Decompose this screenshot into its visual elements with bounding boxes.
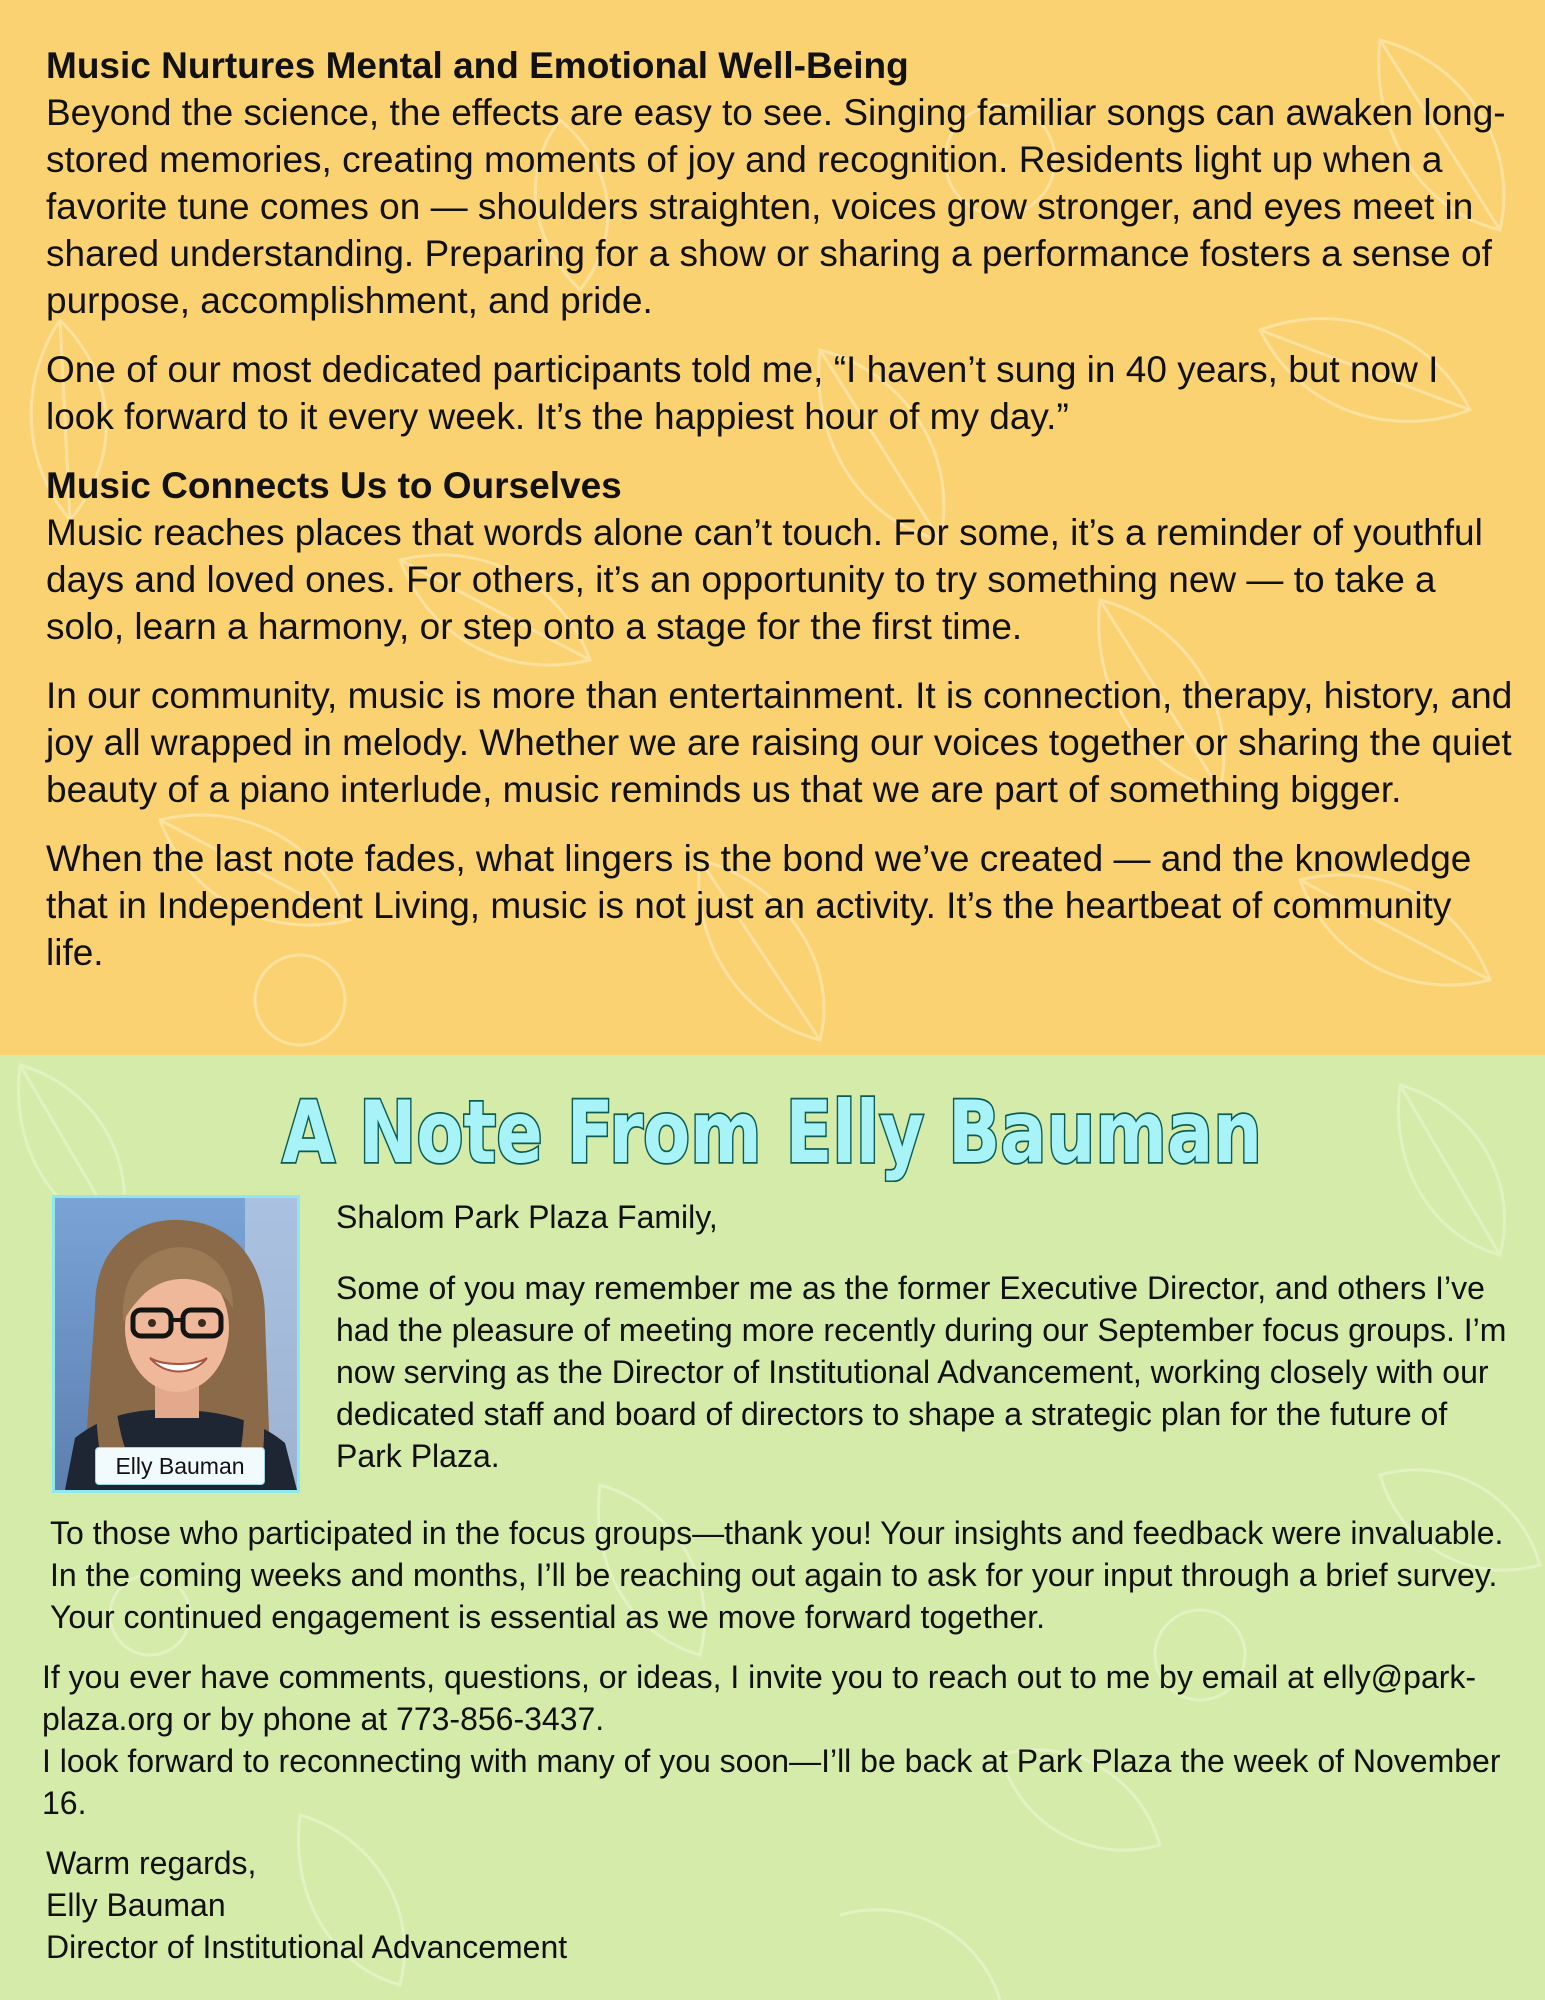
letter-greeting xyxy=(336,1196,1516,1238)
note-title-text: A Note From Elly Bauman xyxy=(282,1083,1262,1182)
photo-caption: Elly Bauman xyxy=(95,1447,265,1485)
paragraph-community-music: In our community, music is more than entertainment. It is connection, therapy, history, and joy all wrapped in melody. Whether we are raising our voices together or sharing the quiet beauty of a piano interlude, music reminds us that we are part of something bigger. xyxy=(46,675,1513,810)
contact-text: If you ever have comments, questions, or ideas, I invite you to reach out to me by email at elly@park-plaza.org or by phone at 773-856-3437. xyxy=(42,1659,1477,1737)
section-heading-well-being: Music Nurtures Mental and Emotional Well-Being xyxy=(46,45,909,86)
note-title xyxy=(0,1072,1545,1182)
greeting-text: Shalom Park Plaza Family, xyxy=(336,1199,718,1235)
return-text: I look forward to reconnecting with many of you soon—I’ll be back at Park Plaza the week of November 16. xyxy=(42,1743,1501,1821)
paragraph-last-note: When the last note fades, what lingers is the bond we’ve created — and the knowledge that in Independent Living, music is not just an activity. It’s the heartbeat of community life. xyxy=(46,838,1472,973)
paragraph-music-reaches: Music reaches places that words alone can’t touch. For some, it’s a reminder of youthful days and loved ones. For others, it’s an opportunity to try something new — to take a solo, learn a harmony, or step onto a stage for the first time. xyxy=(46,512,1483,647)
letter-thanks xyxy=(50,1512,1530,1638)
letter-signoff xyxy=(46,1842,846,1968)
letter-contact xyxy=(42,1656,1522,1824)
section-heading-connects: Music Connects Us to Ourselves xyxy=(46,465,622,506)
closing-text: Warm regards, xyxy=(46,1845,257,1881)
intro-text: Some of you may remember me as the former Executive Director, and others I’ve had the pleasure of meeting more recently during our September focus groups. I’m now serving as the Director of Institutional Advancement, working closely with our dedicated staff and board of directors to shape a strategic plan for the future of Park Plaza. xyxy=(336,1270,1507,1474)
signature-name: Elly Bauman xyxy=(46,1887,226,1923)
thanks-text: To those who participated in the focus groups—thank you! Your insights and feedback were invaluable. In the coming weeks and months, I’ll be reaching out again to ask for your input through a brief survey. Your continued engagement is essential as we move forward together. xyxy=(50,1515,1504,1635)
letter-intro xyxy=(336,1267,1516,1477)
portrait-photo xyxy=(52,1195,300,1493)
signature-title: Director of Institutional Advancement xyxy=(46,1929,568,1965)
paragraph-participant-quote: One of our most dedicated participants told me, “I haven’t sung in 40 years, but now I look forward to it every week. It’s the happiest hour of my day.” xyxy=(46,349,1439,437)
paragraph-effects: Beyond the science, the effects are easy to see. Singing familiar songs can awaken long-stored memories, creating moments of joy and recognition. Residents light up when a favorite tune comes on — shoulders straighten, voices grow stronger, and eyes meet in shared understanding. Preparing for a show or sharing a performance fosters a sense of purpose, accomplishment, and pride. xyxy=(46,92,1506,321)
